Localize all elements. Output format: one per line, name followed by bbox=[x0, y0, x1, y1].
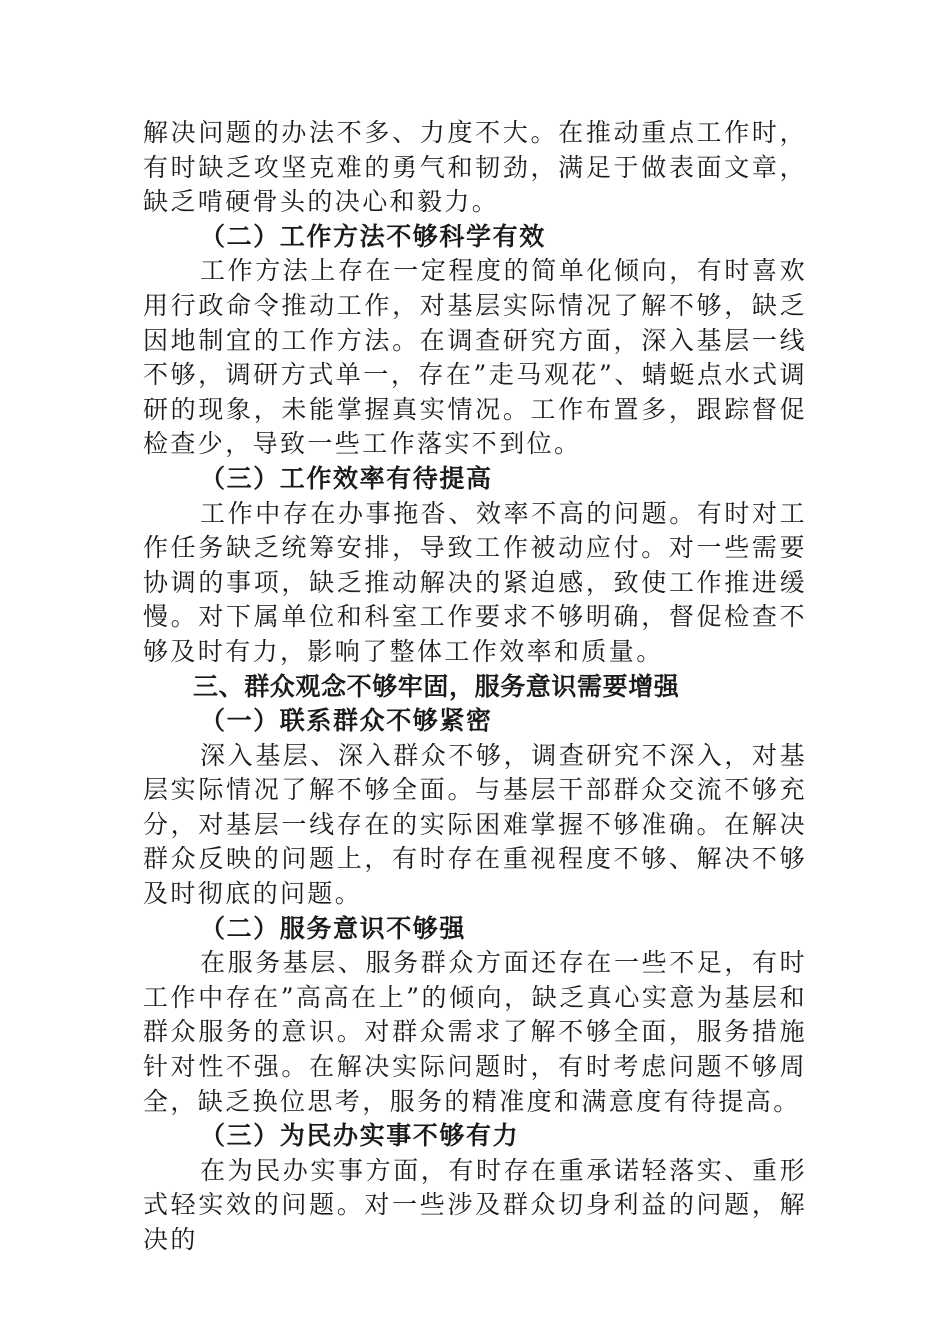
subsection-heading: （二）工作方法不够科学有效 bbox=[200, 221, 546, 251]
body-paragraph: 深入基层、深入群众不够，调查研究不深入，对基层实际情况了解不够全面。与基层干部群众交流不够充分，对基层一线存在的实际困难掌握不够准确。在解决群众反映的问题上，有时存在重视程度不够、解决不够及时彻底的问题。 bbox=[143, 740, 807, 909]
body-paragraph: 在服务基层、服务群众方面还存在一些不足，有时工作中存在”高高在上”的倾向，缺乏真心实意为基层和群众服务的意识。对群众需求了解不够全面，服务措施针对性不强。在解决实际问题时，有时考虑问题不够周全，缺乏换位思考，服务的精准度和满意度有待提高。 bbox=[143, 948, 807, 1116]
subsection-heading: （三）工作效率有待提高 bbox=[200, 463, 493, 493]
body-paragraph: 解决问题的办法不多、力度不大。在推动重点工作时，有时缺乏攻坚克难的勇气和韧劲，满足于做表面文章，缺乏啃硬骨头的决心和毅力。 bbox=[143, 118, 807, 217]
body-paragraph: 工作方法上存在一定程度的简单化倾向，有时喜欢用行政命令推动工作，对基层实际情况了解不够，缺乏因地制宜的工作方法。在调查研究方面，深入基层一线不够，调研方式单一，存在”走马观花”、蜻蜓点水式调研的现象，未能掌握真实情况。工作布置多，跟踪督促检查少，导致一些工作落实不到位。 bbox=[143, 256, 807, 459]
body-paragraph: 工作中存在办事拖沓、效率不高的问题。有时对工作任务缺乏统筹安排，导致工作被动应付。对一些需要协调的事项，缺乏推动解决的紧迫感，致使工作推进缓慢。对下属单位和科室工作要求不够明确，督促检查不够及时有力，影响了整体工作效率和质量。 bbox=[143, 498, 807, 666]
document-body bbox=[143, 116, 807, 1258]
subsection-heading: （一）联系群众不够紧密 bbox=[200, 706, 493, 736]
body-paragraph: 在为民办实事方面，有时存在重承诺轻落实、重形式轻实效的问题。对一些涉及群众切身利益的问题，解决的 bbox=[143, 1155, 807, 1254]
subsection-heading: （二）服务意识不够强 bbox=[200, 913, 467, 943]
subsection-heading: （三）为民办实事不够有力 bbox=[200, 1121, 520, 1151]
section-heading: 三、群众观念不够牢固，服务意识需要增强 bbox=[193, 671, 680, 701]
